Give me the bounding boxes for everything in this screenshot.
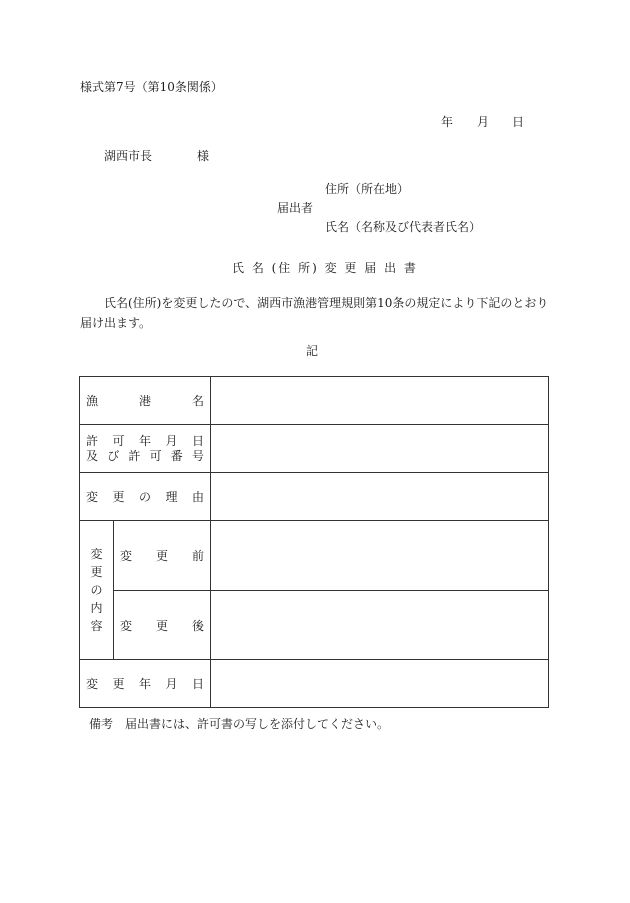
ki-heading: 記 — [306, 344, 319, 358]
char: 番 — [170, 448, 183, 463]
harbor-name-label — [80, 377, 211, 425]
char: 変 — [90, 547, 103, 561]
char: 月 — [165, 677, 178, 691]
char: 港 — [139, 394, 152, 408]
char: 前 — [192, 549, 205, 563]
char: 許 — [86, 433, 99, 448]
char: び — [107, 448, 120, 463]
change-form-table — [79, 376, 549, 708]
harbor-name-field[interactable] — [211, 377, 549, 425]
char: 内 — [90, 601, 103, 615]
addressee-name: 湖西市長 — [104, 149, 153, 163]
char: 日 — [192, 677, 205, 691]
date-day-label: 日 — [512, 115, 525, 129]
harbor-name-row — [80, 377, 549, 425]
char: 及 — [86, 448, 99, 463]
char: の — [90, 583, 103, 597]
permit-field[interactable] — [211, 425, 549, 473]
char: 由 — [192, 490, 205, 504]
change-date-row — [80, 660, 549, 708]
change-reason-field[interactable] — [211, 473, 549, 521]
permit-label — [80, 425, 211, 473]
char: 変 — [86, 490, 99, 504]
char: 日 — [192, 433, 205, 448]
date-year-label: 年 — [441, 115, 454, 129]
change-after-field[interactable] — [211, 591, 549, 660]
change-reason-label — [80, 473, 211, 521]
change-content-label — [80, 521, 114, 660]
char: 理 — [165, 490, 178, 504]
char: 年 — [139, 677, 152, 691]
addressee-honorific: 様 — [197, 149, 210, 163]
document-title: 氏 名 (住 所) 変 更 届 出 書 — [232, 261, 418, 275]
char: 月 — [165, 433, 178, 448]
address-label: 住所（所在地） — [325, 182, 410, 196]
change-before-label — [114, 521, 211, 591]
char: 変 — [86, 677, 99, 691]
change-before-field[interactable] — [211, 521, 549, 591]
char: 号 — [191, 448, 204, 463]
char: 容 — [90, 619, 103, 633]
char: 後 — [192, 618, 205, 633]
date-month-label: 月 — [477, 115, 490, 129]
name-label: 氏名（名称及び代表者氏名） — [325, 220, 482, 234]
change-before-row — [80, 521, 549, 591]
char: の — [139, 490, 152, 504]
remark-note: 備考 届出書には、許可書の写しを添付してください。 — [89, 717, 390, 731]
char: 更 — [112, 490, 125, 504]
change-after-label — [114, 591, 211, 660]
char: 可 — [149, 448, 162, 463]
notifier-label: 届出者 — [277, 201, 314, 215]
char: 可 — [112, 433, 125, 448]
change-date-field[interactable] — [211, 660, 549, 708]
char: 名 — [192, 394, 205, 408]
char: 年 — [139, 433, 152, 448]
char: 許 — [128, 448, 141, 463]
change-after-row — [80, 591, 549, 660]
char: 漁 — [86, 394, 99, 408]
body-text: 氏名(住所)を変更したので、湖西市漁港管理規則第10条の規定により下記のとおり届け出ます。 — [80, 296, 549, 330]
change-date-label — [80, 660, 211, 708]
change-reason-row — [80, 473, 549, 521]
char: 更 — [156, 549, 169, 563]
char: 更 — [90, 565, 103, 579]
char: 変 — [120, 549, 133, 563]
char: 更 — [112, 677, 125, 691]
char: 変 — [120, 618, 133, 633]
form-number: 様式第7号（第10条関係） — [80, 80, 223, 94]
permit-row — [80, 425, 549, 473]
char: 更 — [156, 618, 169, 633]
